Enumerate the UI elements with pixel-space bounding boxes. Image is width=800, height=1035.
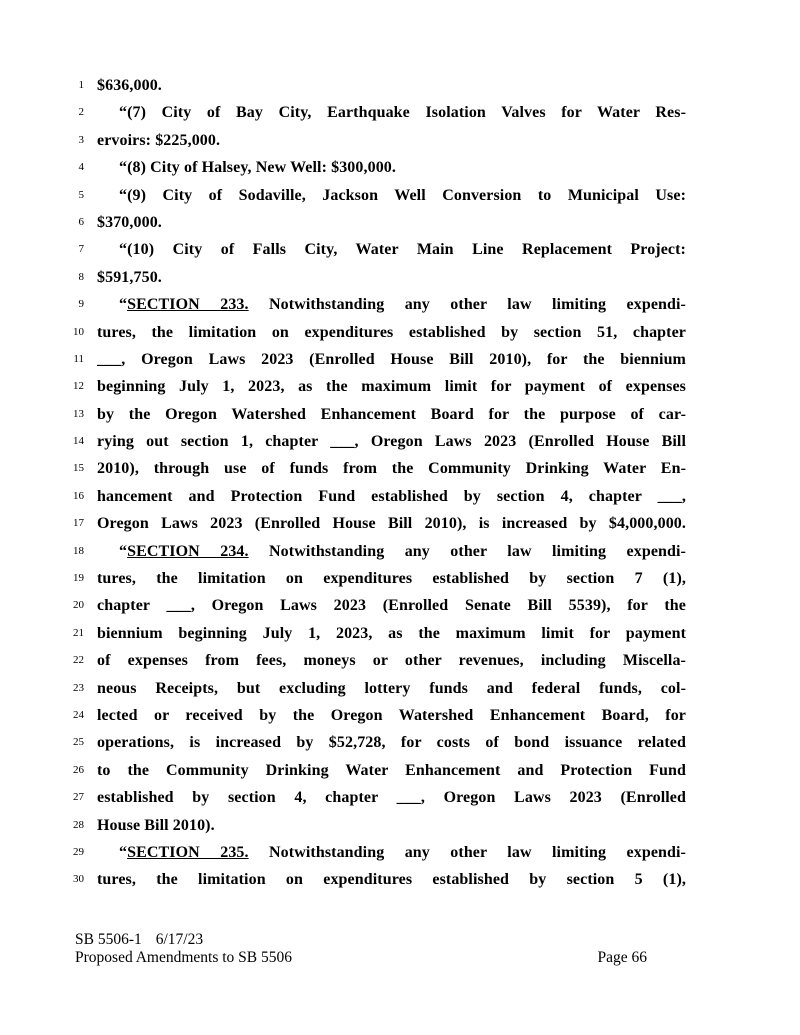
document-line — [0, 839, 686, 866]
section-heading: SECTION 234. — [127, 542, 249, 560]
document-line — [0, 373, 686, 400]
line-text: chapter ___, Oregon Laws 2023 (Enrolled Senate Bill 5539), for the — [97, 597, 686, 615]
document-line — [0, 592, 686, 619]
document-line — [0, 236, 686, 263]
line-text: 2010), through use of funds from the Community Drinking Water En- — [97, 460, 686, 478]
line-text: hancement and Protection Fund established by section 4, chapter ___, — [97, 487, 686, 505]
line-number: 12 — [73, 380, 84, 393]
line-text: $370,000. — [97, 213, 162, 231]
line-text: tures, the limitation on expenditures established by section 5 (1), — [97, 871, 686, 889]
footer-bill-id: SB 5506-1 — [75, 931, 142, 948]
document-line — [0, 757, 686, 784]
line-number: 1 — [78, 79, 84, 91]
line-text: operations, is increased by $52,728, for costs of bond issuance related — [97, 734, 686, 752]
document-line — [0, 264, 686, 291]
line-number: 21 — [73, 626, 84, 639]
line-text: “(9) City of Sodaville, Jackson Well Conversion to Municipal Use: — [119, 186, 686, 204]
document-line — [0, 154, 686, 181]
line-number: 23 — [73, 681, 84, 694]
line-number: 8 — [78, 270, 84, 283]
document-line — [0, 538, 686, 565]
line-text: “SECTION 233. Notwithstanding any other law limiting expendi- — [119, 296, 686, 314]
line-number: 19 — [73, 572, 84, 585]
line-number: 26 — [73, 763, 84, 776]
line-number: 30 — [73, 873, 84, 886]
line-text: by the Oregon Watershed Enhancement Board for the purpose of car- — [97, 405, 686, 423]
document-line — [0, 565, 686, 592]
line-number: 24 — [73, 708, 84, 721]
document-line — [0, 455, 686, 482]
line-number: 29 — [73, 845, 84, 858]
line-text: established by section 4, chapter ___, Oregon Laws 2023 (Enrolled — [97, 789, 686, 807]
document-line — [0, 72, 686, 99]
line-number: 22 — [73, 654, 84, 667]
document-line — [0, 401, 686, 428]
document-line — [0, 291, 686, 318]
document-line — [0, 346, 686, 373]
line-number: 3 — [78, 133, 84, 146]
document-line — [0, 428, 686, 455]
line-number: 16 — [73, 489, 84, 502]
document-line — [0, 620, 686, 647]
footer-date: 6/17/23 — [155, 931, 204, 948]
line-text: ervoirs: $225,000. — [97, 131, 221, 149]
line-number: 9 — [78, 298, 84, 311]
document-line — [0, 182, 686, 209]
line-text: beginning July 1, 2023, as the maximum limit for payment of expenses — [97, 378, 686, 396]
line-text: “(10) City of Falls City, Water Main Line Replacement Project: — [119, 241, 686, 259]
document-line — [0, 866, 686, 893]
line-text: “(8) City of Halsey, New Well: $300,000. — [119, 159, 397, 177]
line-number: 6 — [78, 215, 84, 228]
line-number: 14 — [73, 435, 84, 448]
line-text: tures, the limitation on expenditures established by section 7 (1), — [97, 570, 686, 588]
line-text: biennium beginning July 1, 2023, as the maximum limit for payment — [97, 624, 686, 642]
line-text: lected or received by the Oregon Watershed Enhancement Board, for — [97, 706, 686, 724]
line-text: $591,750. — [97, 268, 162, 286]
line-text: Oregon Laws 2023 (Enrolled House Bill 2010), is increased by $4,000,000. — [97, 515, 686, 533]
document-line — [0, 483, 686, 510]
footer-page-number: Page 66 — [597, 949, 647, 966]
line-number: 15 — [73, 462, 84, 475]
document-line — [0, 702, 686, 729]
document-line — [0, 510, 686, 537]
document-line — [0, 784, 686, 811]
document-line — [0, 675, 686, 702]
line-number: 25 — [73, 736, 84, 749]
line-number: 13 — [73, 407, 84, 420]
line-number: 7 — [78, 243, 84, 256]
section-heading: SECTION 233. — [127, 296, 249, 314]
document-body — [0, 72, 686, 894]
document-footer — [75, 931, 647, 967]
document-line — [0, 209, 686, 236]
line-number: 4 — [78, 161, 84, 174]
line-number: 10 — [73, 325, 84, 338]
document-line — [0, 729, 686, 756]
line-text: of expenses from fees, moneys or other revenues, including Miscella- — [97, 652, 686, 670]
line-text: $636,000. — [97, 77, 162, 94]
line-text: “SECTION 234. Notwithstanding any other law limiting expendi- — [119, 542, 686, 560]
line-number: 28 — [73, 818, 84, 831]
line-text: to the Community Drinking Water Enhancement and Protection Fund — [97, 761, 686, 779]
line-number: 2 — [78, 106, 84, 119]
line-text: tures, the limitation on expenditures established by section 51, chapter — [97, 323, 686, 341]
line-text: neous Receipts, but excluding lottery funds and federal funds, col- — [97, 679, 686, 697]
document-line — [0, 99, 686, 126]
line-text: “SECTION 235. Notwithstanding any other law limiting expendi- — [119, 843, 686, 861]
line-text: House Bill 2010). — [97, 816, 215, 834]
line-text: “(7) City of Bay City, Earthquake Isolation Valves for Water Res- — [119, 104, 686, 122]
line-number: 5 — [78, 188, 84, 201]
line-number: 11 — [73, 352, 84, 365]
line-number: 27 — [73, 791, 84, 804]
section-heading: SECTION 235. — [127, 843, 249, 861]
footer-bill-line — [75, 931, 647, 949]
document-line — [0, 319, 686, 346]
line-text: rying out section 1, chapter ___, Oregon Laws 2023 (Enrolled House Bill — [97, 433, 686, 451]
line-text: ___, Oregon Laws 2023 (Enrolled House Bill 2010), for the biennium — [97, 350, 686, 368]
footer-title-line — [75, 949, 647, 967]
document-line — [0, 647, 686, 674]
line-number: 20 — [73, 599, 84, 612]
line-number: 17 — [73, 517, 84, 530]
footer-document-title: Proposed Amendments to SB 5506 — [75, 949, 293, 966]
document-line — [0, 812, 686, 839]
document-line — [0, 127, 686, 154]
line-number: 18 — [73, 544, 84, 557]
